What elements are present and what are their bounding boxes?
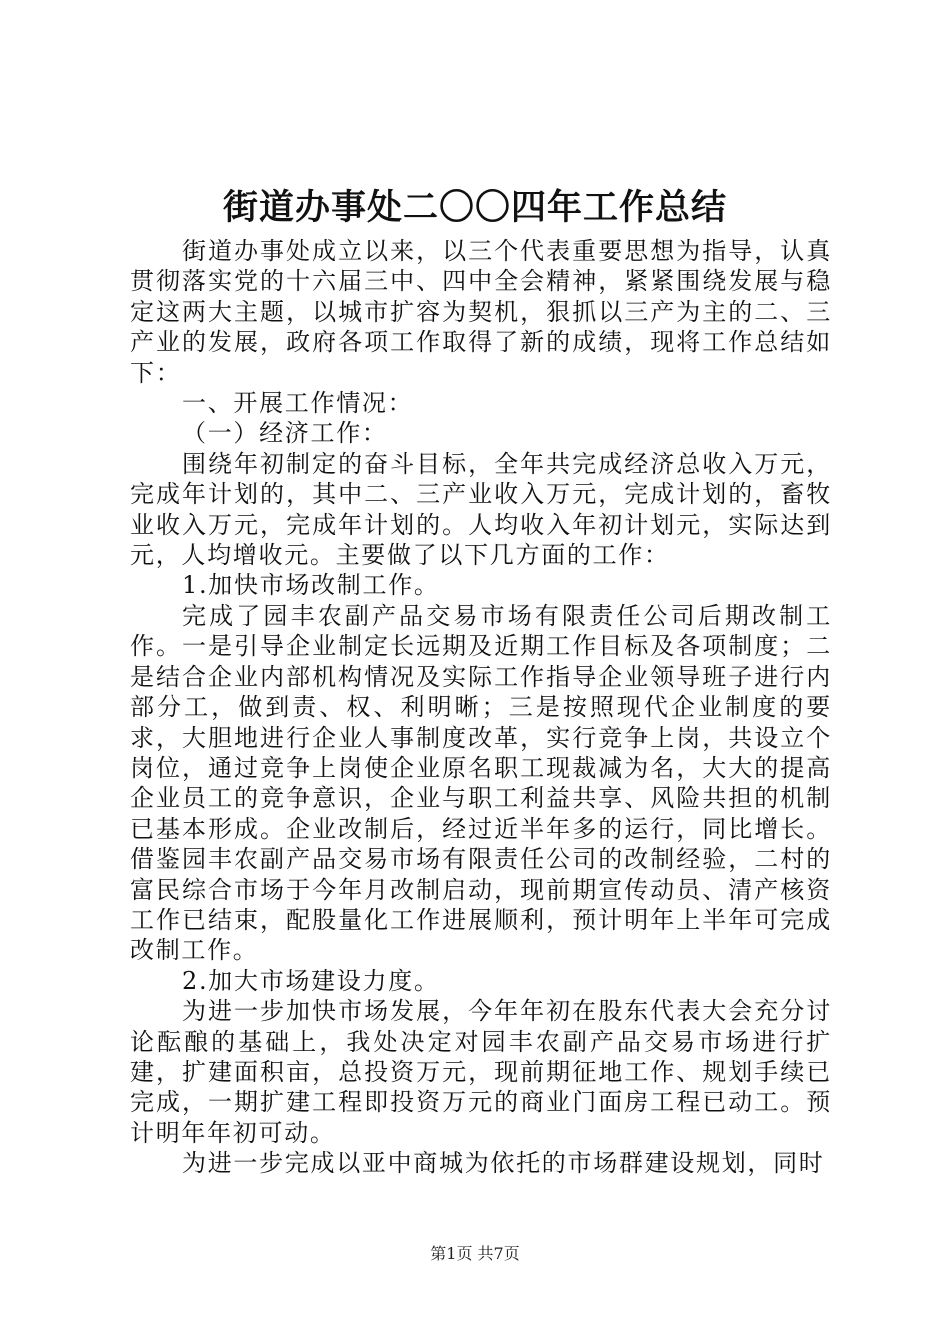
- market-reform-paragraph: 完成了园丰农副产品交易市场有限责任公司后期改制工作。一是引导企业制定长远期及近期工作目标及各项制度；二是结合企业内部机构情况及实际工作指导企业领导班子进行内部分工，做到责、权、利明晰；三是按照现代企业制度的要求，大胆地进行企业人事制度改革，实行竞争上岗，共设立个岗位，通过竞争上岗使企业原名职工现裁减为名，大大的提高企业员工的竞争意识，企业与职工利益共享、风险共担的机制已基本形成。企业改制后，经过近半年多的运行，同比增长。借鉴园丰农副产品交易市场有限责任公司的改制经验，二村的富民综合市场于今年月改制启动，现前期宣传动员、清产核资工作已结束，配股量化工作进展顺利，预计明年上半年可完成改制工作。: [130, 601, 832, 965]
- item-heading-market-reform: 1.加快市场改制工作。: [182, 571, 440, 600]
- page-footer: 第1页 共7页: [430, 1244, 520, 1263]
- market-expansion-paragraph: 为进一步加快市场发展，今年年初在股东代表大会充分讨论酝酿的基础上，我处决定对园丰农副产品交易市场进行扩建，扩建面积亩，总投资万元，现前期征地工作、规划手续已完成，一期扩建工程即投资万元的商业门面房工程已动工。预计明年年初可动。: [130, 997, 832, 1147]
- market-group-paragraph: 为进一步完成以亚中商城为依托的市场群建设规划，同时: [182, 1149, 825, 1178]
- section-heading-work-status: 一、开展工作情况：: [182, 389, 414, 418]
- intro-paragraph: 街道办事处成立以来，以三个代表重要思想为指导，认真贯彻落实党的十六届三中、四中全会精神，紧紧围绕发展与稳定这两大主题，以城市扩容为契机，狠抓以三产为主的二、三产业的发展，政府各项工作取得了新的成绩，现将工作总结如下：: [130, 237, 832, 387]
- document-body: [130, 236, 832, 1179]
- item-heading-market-construction: 2.加大市场建设力度。: [182, 966, 440, 995]
- subsection-heading-economic-work: （一）经济工作：: [182, 419, 388, 448]
- document-title: 街道办事处二〇〇四年工作总结: [222, 187, 727, 228]
- economic-summary-paragraph: 围绕年初制定的奋斗目标，全年共完成经济总收入万元，完成年计划的，其中二、三产业收入万元，完成计划的，畜牧业收入万元，完成年计划的。人均收入年初计划元，实际达到元，人均增收元。主要做了以下几方面的工作：: [130, 449, 832, 570]
